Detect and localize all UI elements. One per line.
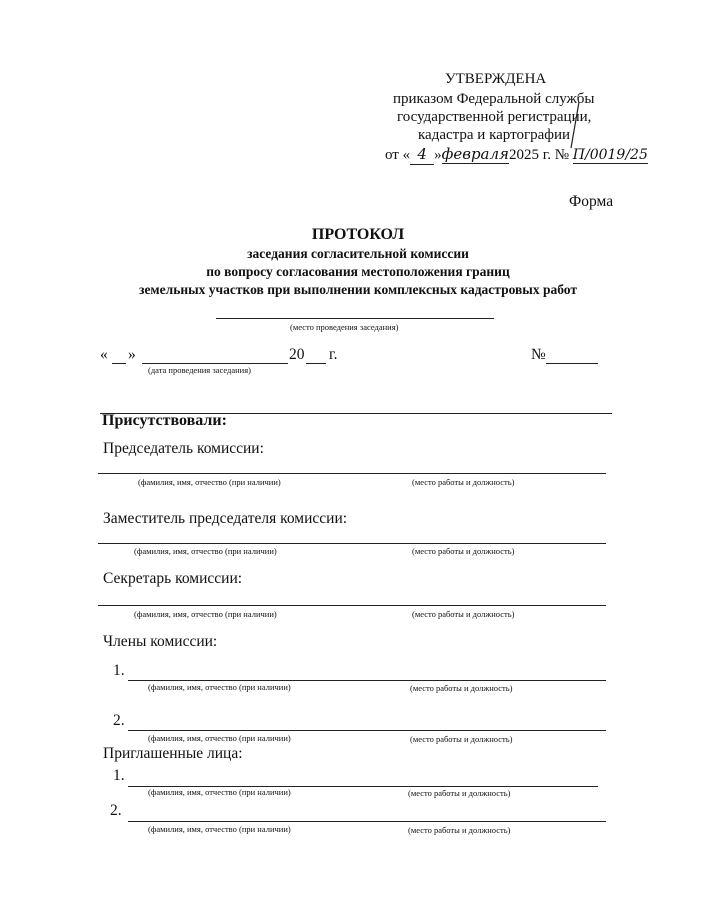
- number-line: [546, 363, 598, 364]
- member-1-fio-caption: (фамилия, имя, отчество (при наличии): [148, 682, 291, 692]
- approval-order-number: П/0019/25: [572, 147, 648, 163]
- chairman-fio-caption: (фамилия, имя, отчество (при наличии): [138, 477, 281, 487]
- date-close-quote: »: [128, 346, 136, 363]
- place-line: [216, 318, 494, 319]
- approval-line-1: приказом Федеральной службы: [393, 91, 595, 107]
- date-caption: (дата проведения заседания): [148, 365, 251, 375]
- members-label: Члены комиссии:: [103, 633, 218, 650]
- date-prefix: от «: [385, 147, 411, 163]
- invited-2-line: [128, 821, 606, 822]
- month-line: [142, 363, 288, 364]
- invited-1-work-caption: (место работы и должность): [408, 788, 511, 798]
- member-1-work-caption: (место работы и должность): [410, 683, 513, 693]
- invited-2-work-caption: (место работы и должность): [408, 825, 511, 835]
- member-2-number: 2.: [113, 712, 125, 729]
- approval-line-2: государственной регистрации,: [397, 109, 592, 125]
- invited-label: Приглашенные лица:: [103, 745, 243, 762]
- approval-line-3: кадастра и картографии: [418, 127, 571, 143]
- member-2-line: [128, 730, 606, 731]
- secretary-line: [98, 605, 606, 606]
- date-mid: »: [434, 147, 442, 163]
- approval-month: февраля: [441, 145, 509, 163]
- chairman-line: [98, 473, 606, 474]
- deputy-fio-caption: (фамилия, имя, отчество (при наличии): [134, 546, 277, 556]
- approval-day: 4: [410, 145, 434, 165]
- form-label: Форма: [569, 193, 614, 210]
- invited-2-fio-caption: (фамилия, имя, отчество (при наличии): [148, 824, 291, 834]
- invited-1-number: 1.: [113, 767, 125, 784]
- deputy-work-caption: (место работы и должность): [412, 546, 515, 556]
- approved-heading: УТВЕРЖДЕНА: [445, 71, 547, 87]
- number-sign: №: [531, 346, 546, 363]
- member-2-fio-caption: (фамилия, имя, отчество (при наличии): [148, 733, 291, 743]
- secretary-work-caption: (место работы и должность): [412, 609, 515, 619]
- chairman-work-caption: (место работы и должность): [412, 477, 515, 487]
- approval-year-text: 2025 г. №: [509, 147, 570, 163]
- member-2-work-caption: (место работы и должность): [410, 734, 513, 744]
- secretary-label: Секретарь комиссии:: [103, 570, 243, 587]
- member-1-number: 1.: [113, 662, 125, 679]
- invited-1-fio-caption: (фамилия, имя, отчество (при наличии): [148, 787, 291, 797]
- day-line: [112, 363, 126, 364]
- year-line: [306, 363, 326, 364]
- signature-stroke: [565, 100, 585, 150]
- title-line-1: заседания согласительной комиссии: [247, 246, 469, 261]
- deputy-line: [98, 543, 606, 544]
- present-heading: Присутствовали:: [102, 412, 227, 429]
- document-title: ПРОТОКОЛ: [311, 226, 405, 243]
- deputy-label: Заместитель председателя комиссии:: [103, 510, 348, 527]
- title-line-3: земельных участков при выполнении комплексных кадастровых работ: [139, 282, 577, 297]
- date-year-suffix: г.: [329, 346, 338, 363]
- invited-2-number: 2.: [110, 802, 122, 819]
- place-caption: (место проведения заседания): [290, 322, 399, 332]
- date-year: 20: [289, 346, 305, 363]
- approval-date-line: [385, 145, 648, 165]
- title-line-2: по вопросу согласования местоположения границ: [206, 264, 510, 279]
- member-1-line: [128, 680, 606, 681]
- date-open-quote: «: [100, 346, 108, 363]
- chairman-label: Председатель комиссии:: [103, 440, 264, 457]
- secretary-fio-caption: (фамилия, имя, отчество (при наличии): [134, 609, 277, 619]
